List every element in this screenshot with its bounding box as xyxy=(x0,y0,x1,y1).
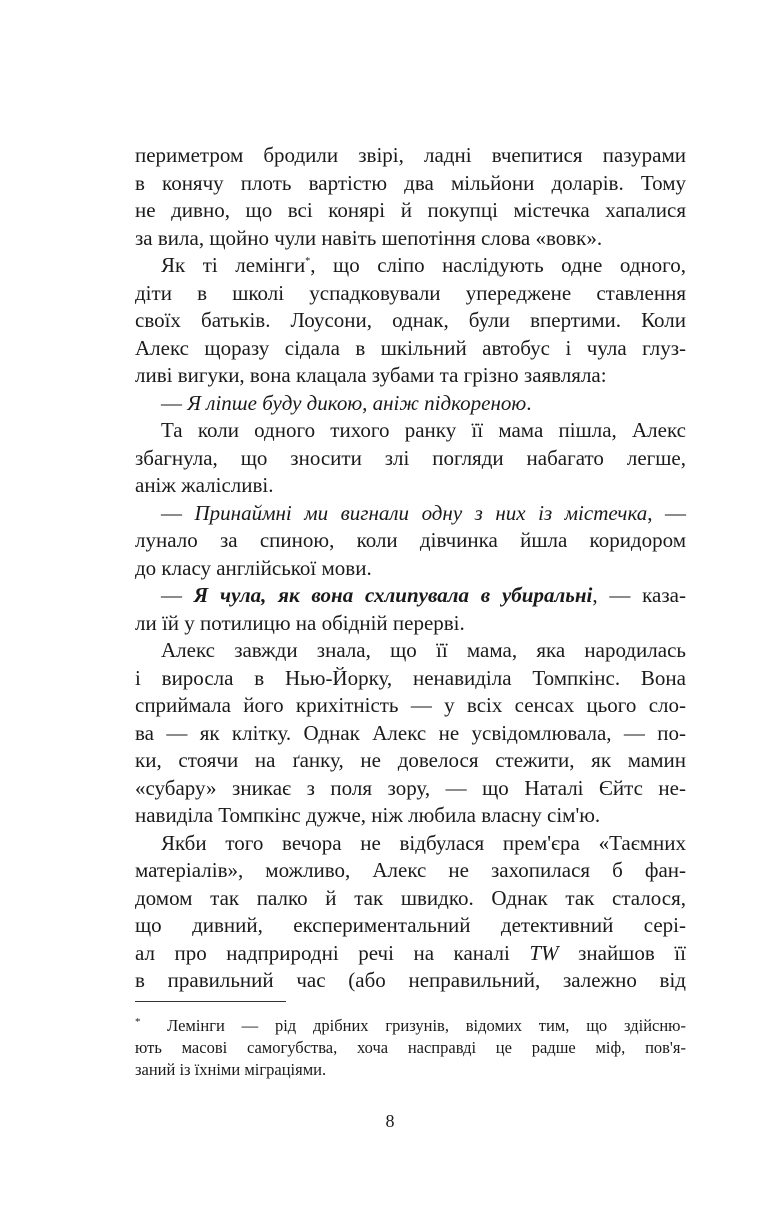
text-line xyxy=(135,747,686,775)
body-text xyxy=(135,142,686,995)
text-line xyxy=(135,555,686,583)
text-segment: матеріалів», можливо, Алекс не захопилася б фан- xyxy=(135,858,686,882)
footnote-line: ють масові самогубства, хоча насправді це радше міф, пов'я- xyxy=(135,1038,686,1057)
text-segment: сприймала його крихітність — у всіх сенсах цього сло- xyxy=(135,693,686,717)
text-line xyxy=(135,940,686,968)
text-segment: лунало за спиною, коли дівчинка йшла коридором xyxy=(135,528,686,552)
text-segment: аніж жалісливі. xyxy=(135,473,274,497)
text-segment: TW xyxy=(529,940,559,965)
text-segment: Алекс завжди знала, що її мама, яка народилась xyxy=(161,638,686,662)
text-line xyxy=(135,527,686,555)
text-line xyxy=(135,170,686,198)
text-line xyxy=(135,967,686,995)
text-line xyxy=(135,307,686,335)
text-segment: не дивно, що всі конярі й покупці містечка хапалися xyxy=(135,198,686,222)
text-segment: — xyxy=(161,583,194,607)
text-segment: . xyxy=(526,390,532,415)
text-line xyxy=(135,582,686,610)
text-segment: ал про надприродні речі на каналі xyxy=(135,940,530,965)
text-line xyxy=(135,885,686,913)
text-line xyxy=(135,390,686,418)
text-segment: своїх батьків. Лоусони, однак, були впертими. Коли xyxy=(135,308,686,332)
text-line xyxy=(135,417,686,445)
text-segment: Принаймні ми вигнали одну з них із містечка xyxy=(194,500,648,525)
text-segment: навиділа Томпкінс дужче, ніж любила власну сім'ю. xyxy=(135,803,601,827)
text-line xyxy=(135,912,686,940)
text-segment: що дивний, експериментальний детективний сері- xyxy=(135,913,686,937)
text-line xyxy=(135,802,686,830)
text-line xyxy=(135,225,686,253)
text-segment: збагнула, що зносити злі погляди набагато легше, xyxy=(135,445,686,470)
text-segment: Як ті лемінги xyxy=(161,253,306,277)
text-segment: Та коли одного тихого ранку її мама пішла, Алекс xyxy=(161,418,686,442)
text-segment: ливі вигуки, вона клацала зубами та грізно заявляла: xyxy=(135,363,607,387)
text-line xyxy=(135,142,686,170)
text-segment: діти в школі успадковували упереджене ставлення xyxy=(135,280,686,305)
text-segment: ли їй у потилицю на обідній перерві. xyxy=(135,610,465,635)
text-line xyxy=(135,857,686,885)
text-segment: в конячу плоть вартістю два мільйони доларів. Тому xyxy=(135,170,686,195)
text-line xyxy=(135,610,686,638)
footnote-line: заний із їхніми міграціями. xyxy=(135,1060,327,1079)
footnote-ref: * xyxy=(305,256,311,267)
text-segment: знайшов її xyxy=(558,940,686,965)
text-segment: , — каза- xyxy=(592,583,686,607)
text-segment: , що сліпо наслідують одне одного, xyxy=(310,253,686,277)
text-segment: за вила, щойно чули навіть шепотіння слова «вовк». xyxy=(135,225,603,250)
text-line xyxy=(135,335,686,363)
footnote-mark: * xyxy=(135,1016,141,1028)
text-line xyxy=(135,830,686,858)
text-segment: ки, стоячи на ґанку, не довелося стежити, як мамин xyxy=(135,748,686,772)
text-segment: Якби того вечора не відбулася прем'єра «Таємних xyxy=(161,830,686,855)
text-segment: «субару» зникає з поля зору, — що Наталі Єйтс не- xyxy=(135,775,686,800)
text-line xyxy=(135,775,686,803)
text-line xyxy=(135,280,686,308)
text-line xyxy=(135,472,686,500)
text-line xyxy=(135,692,686,720)
footnote xyxy=(135,1015,686,1081)
text-line xyxy=(135,720,686,748)
footnote-separator xyxy=(135,1001,286,1002)
page-number: 8 xyxy=(385,1111,395,1131)
text-line xyxy=(135,252,686,280)
text-segment: , — xyxy=(647,500,687,525)
text-segment: до класу англійської мови. xyxy=(135,555,372,580)
text-segment: домом так палко й так швидко. Однак так сталося, xyxy=(135,885,686,910)
text-segment: Алекс щоразу сідала в шкільний автобус і чула глуз- xyxy=(135,335,686,360)
text-segment: — xyxy=(161,500,195,525)
text-segment: і виросла в Нью-Йорку, ненавиділа Томпкінс. Вона xyxy=(135,665,686,690)
text-line xyxy=(135,637,686,665)
text-line xyxy=(135,362,686,390)
text-segment: — xyxy=(161,390,188,415)
text-line xyxy=(135,665,686,693)
text-line xyxy=(135,197,686,225)
text-segment: Я чула, як вона схлипувала в убиральні xyxy=(193,583,593,607)
text-segment: Я ліпше буду дикою, аніж підкореною xyxy=(187,390,527,415)
text-segment: периметром бродили звірі, ладні вчепитися пазурами xyxy=(135,143,686,167)
text-line xyxy=(135,445,686,473)
text-segment: ва — як клітку. Однак Алекс не усвідомлювала, — по- xyxy=(135,720,686,745)
text-segment: в правильний час (або неправильний, залежно від xyxy=(135,968,686,992)
text-line xyxy=(135,500,686,528)
footnote-line: Лемінги — рід дрібних гризунів, відомих тим, що здійсню- xyxy=(167,1016,686,1035)
